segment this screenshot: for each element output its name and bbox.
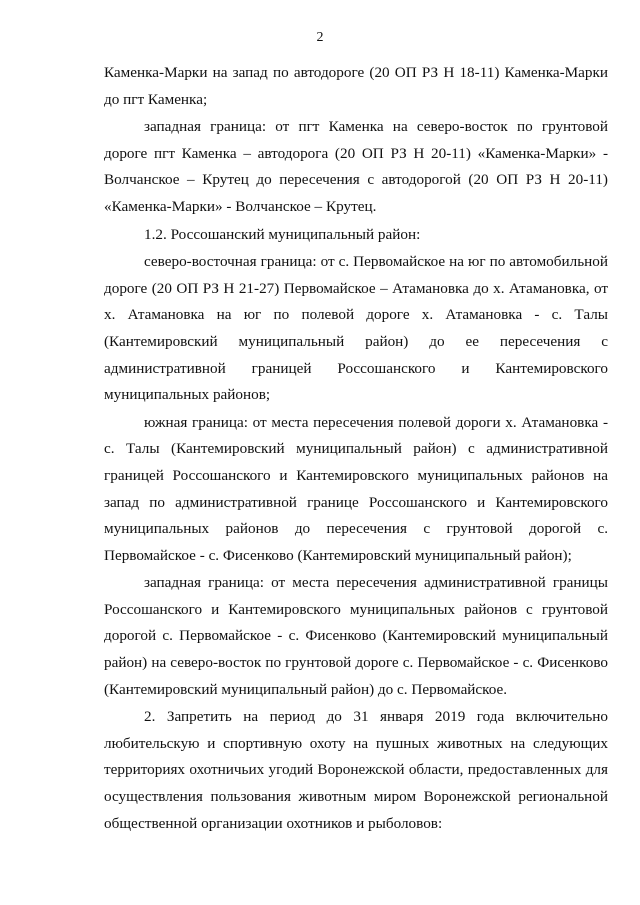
page-number: 2 [316, 30, 324, 45]
paragraph-hunting-ban: 2. Запретить на период до 31 января 2019 года включительно любительскую и спортивную охоту на пушных животных на следующих территориях охотничьих угодий Воронежской области, предоставленных для осуществления пользования животным миром Воронежской региональной общественной организации охотников и рыболовов: [104, 708, 608, 832]
paragraph-west-border-kamenka: западная граница: от пгт Каменка на северо-восток по грунтовой дороге пгт Каменка – автодорога (20 ОП РЗ Н 20-11) «Каменка-Марки» - Волчанское – Крутец до пересечения с автодорогой (20 ОП РЗ Н 20-11) «Каменка-Марки» - Волчанское – Крутец. [104, 118, 608, 215]
paragraph-west-border-rossoshansky: западная граница: от места пересечения административной границы Россошанского и Кантемировского муниципальных районов с грунтовой дорогой с. Первомайское - с. Фисенково (Кантемировский муниципальный район) на северо-восток по грунтовой дороге с. Первомайское - с. Фисенково (Кантемировский муниципальный район) до с. Первомайское. [104, 574, 608, 698]
document-body [104, 60, 608, 837]
paragraph-northeast-border: северо-восточная граница: от с. Первомайское на юг по автомобильной дороге (20 ОП РЗ Н 21-27) Первомайское – Атамановка до х. Атамановка, от х. Атамановка на юг по полевой дороге х. Атамановка - с. Талы (Кантемировский муниципальный район) до ее пересечения с административной границей Россошанского и Кантемировского муниципальных районов; [104, 253, 608, 404]
paragraph-rossoshansky-heading: 1.2. Россошанский муниципальный район: [144, 225, 421, 243]
paragraph-kamenka-marki-west-road: Каменка-Марки на запад по автодороге (20 ОП РЗ Н 18-11) Каменка-Марки до пгт Каменка; [104, 64, 608, 108]
paragraph-south-border: южная граница: от места пересечения полевой дороги х. Атамановка - с. Талы (Кантемировский муниципальный район) с административной границей Россошанского и Кантемировского муниципальных районов на запад по административной границе Россошанского и Кантемировского муниципальных районов до пересечения с грунтовой дорогой с. Первомайское - с. Фисенково (Кантемировский муниципальный район); [104, 413, 608, 564]
